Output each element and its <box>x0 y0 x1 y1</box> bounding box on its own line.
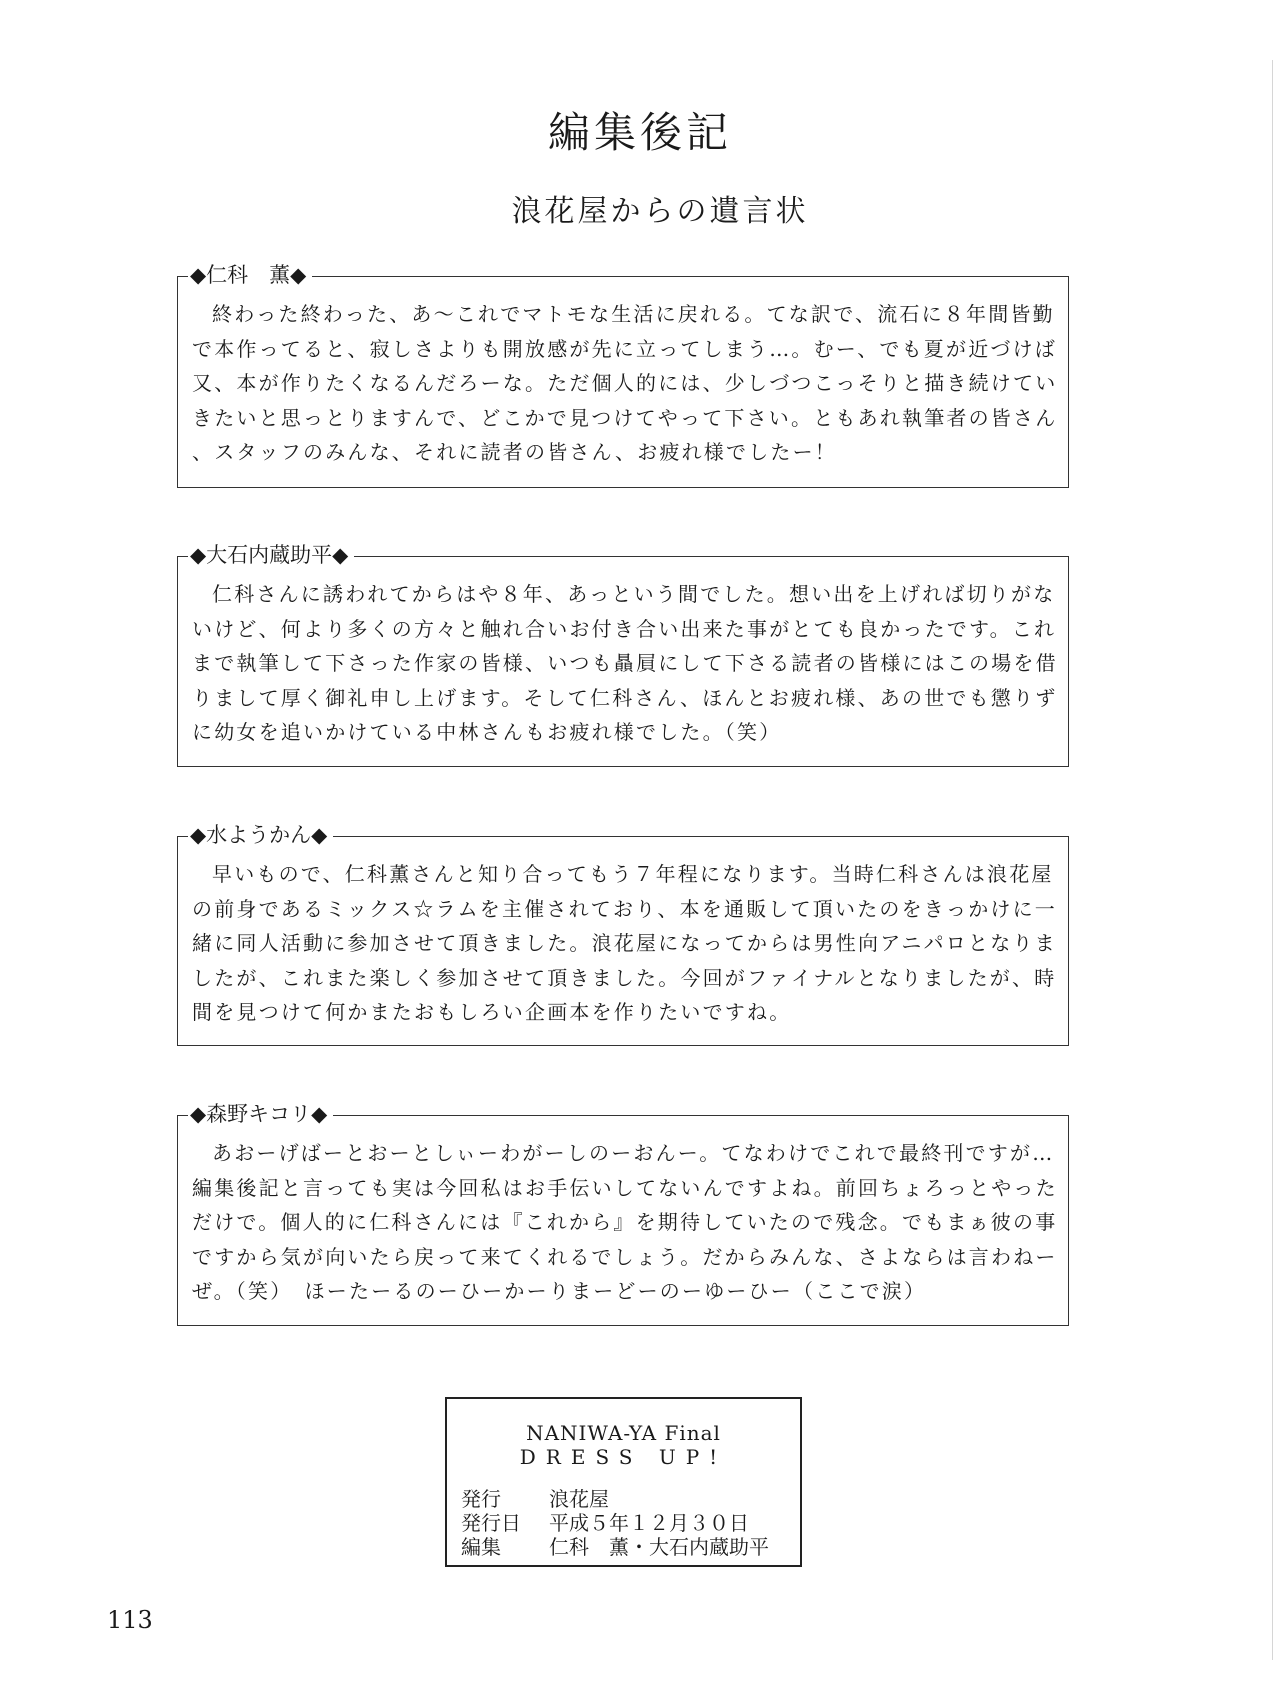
note-author: ◆水ようかん◆ <box>188 820 333 850</box>
colophon-row-date <box>461 1511 800 1535</box>
page-edge-line <box>1272 60 1273 1660</box>
colophon-box <box>445 1397 802 1567</box>
colophon-meta <box>461 1487 800 1559</box>
note-line: いけど、何より多くの方々と触れ合いお付き合い出来た事がとても良かったです。これ <box>192 616 1057 641</box>
colophon-value: 浪花屋 <box>549 1487 609 1511</box>
note-line: ぜ。（笑） ほーたーるのーひーかーりまーどーのーゆーひー（ここで涙） <box>192 1279 927 1303</box>
note-author: ◆仁科 薫◆ <box>188 260 312 290</box>
afterword-note <box>177 1102 1069 1326</box>
note-body <box>192 297 1058 470</box>
afterword-note <box>177 263 1069 488</box>
note-line: で本作ってると、寂しさよりも開放感が先に立ってしまう…。むー、でも夏が近づけば <box>192 336 1057 361</box>
colophon-value: 仁科 薫・大石内蔵助平 <box>549 1535 769 1559</box>
note-line: の前身であるミックス☆ラムを主催されており、本を通販して頂いたのをきっかけに一 <box>192 896 1057 921</box>
note-line: 又、本が作りたくなるんだろーな。ただ個人的には、少しづつこっそりと描き続けてい <box>192 371 1058 395</box>
colophon-label: 発行 <box>461 1487 501 1511</box>
note-line: 緒に同人活動に参加させて頂きました。浪花屋になってからは男性向アニパロとなりま <box>192 931 1057 955</box>
note-line: あおーげばーとおーとしぃーわがーしのーおんー。てなわけでこれで最終刊ですが… <box>212 1141 1055 1165</box>
note-line: だけで。個人的に仁科さんには『これから』を期待していたので残念。でもまぁ彼の事 <box>192 1210 1058 1234</box>
note-line: に幼女を追いかけている中林さんもお疲れ様でした。（笑） <box>192 720 782 744</box>
page-title: 編集後記 <box>547 108 732 157</box>
colophon-row-editor <box>461 1535 800 1559</box>
note-body <box>192 857 1057 1030</box>
note-line: きたいと思っとりますんで、どこかで見つけてやって下さい。ともあれ執筆者の皆さん <box>192 405 1058 430</box>
note-line: 、スタッフのみんな、それに読者の皆さん、お疲れ様でしたー！ <box>192 440 837 464</box>
colophon-label: 編集 <box>461 1535 501 1559</box>
note-line: 終わった終わった、あ〜これでマトモな生活に戻れる。てな訳で、流石に８年間皆勤 <box>212 302 1055 326</box>
publication-title-line1: NANIWA-YA Final <box>526 1421 721 1445</box>
note-line: ですから気が向いたら戻って来てくれるでしょう。だからみんな、さよならは言わねー <box>192 1244 1058 1269</box>
note-author: ◆大石内蔵助平◆ <box>188 540 354 570</box>
note-body <box>192 577 1058 750</box>
publication-title <box>447 1421 800 1469</box>
publication-title-line2: DRESS UP! <box>519 1445 728 1469</box>
note-line: 編集後記と言っても実は今回私はお手伝いしてないんですよね。前回ちょろっとやった <box>192 1175 1058 1200</box>
colophon-label: 発行日 <box>461 1511 521 1535</box>
note-line: りまして厚く御礼申し上げます。そして仁科さん、ほんとお疲れ様、あの世でも懲りず <box>192 685 1058 710</box>
note-body <box>192 1136 1058 1309</box>
colophon-value: 平成５年１２月３０日 <box>549 1511 749 1535</box>
note-line: したが、これまた楽しく参加させて頂きました。今回がファイナルとなりましたが、時 <box>192 965 1057 990</box>
page-subtitle: 浪花屋からの遺言状 <box>511 194 809 229</box>
afterword-note <box>177 823 1069 1046</box>
note-line: 仁科さんに誘われてからはや８年、あっという間でした。想い出を上げれば切りがな <box>212 582 1056 606</box>
note-author: ◆森野キコリ◆ <box>188 1099 333 1129</box>
colophon-row-publisher <box>461 1487 800 1511</box>
page-number: 113 <box>107 1606 153 1634</box>
note-line: まで執筆して下さった作家の皆様、いつも贔屓にして下さる読者の皆様にはこの場を借 <box>192 651 1058 675</box>
afterword-note <box>177 543 1069 767</box>
note-line: 早いもので、仁科薫さんと知り合ってもう７年程になります。当時仁科さんは浪花屋 <box>212 862 1054 886</box>
note-line: 間を見つけて何かまたおもしろい企画本を作りたいですね。 <box>192 1000 792 1024</box>
